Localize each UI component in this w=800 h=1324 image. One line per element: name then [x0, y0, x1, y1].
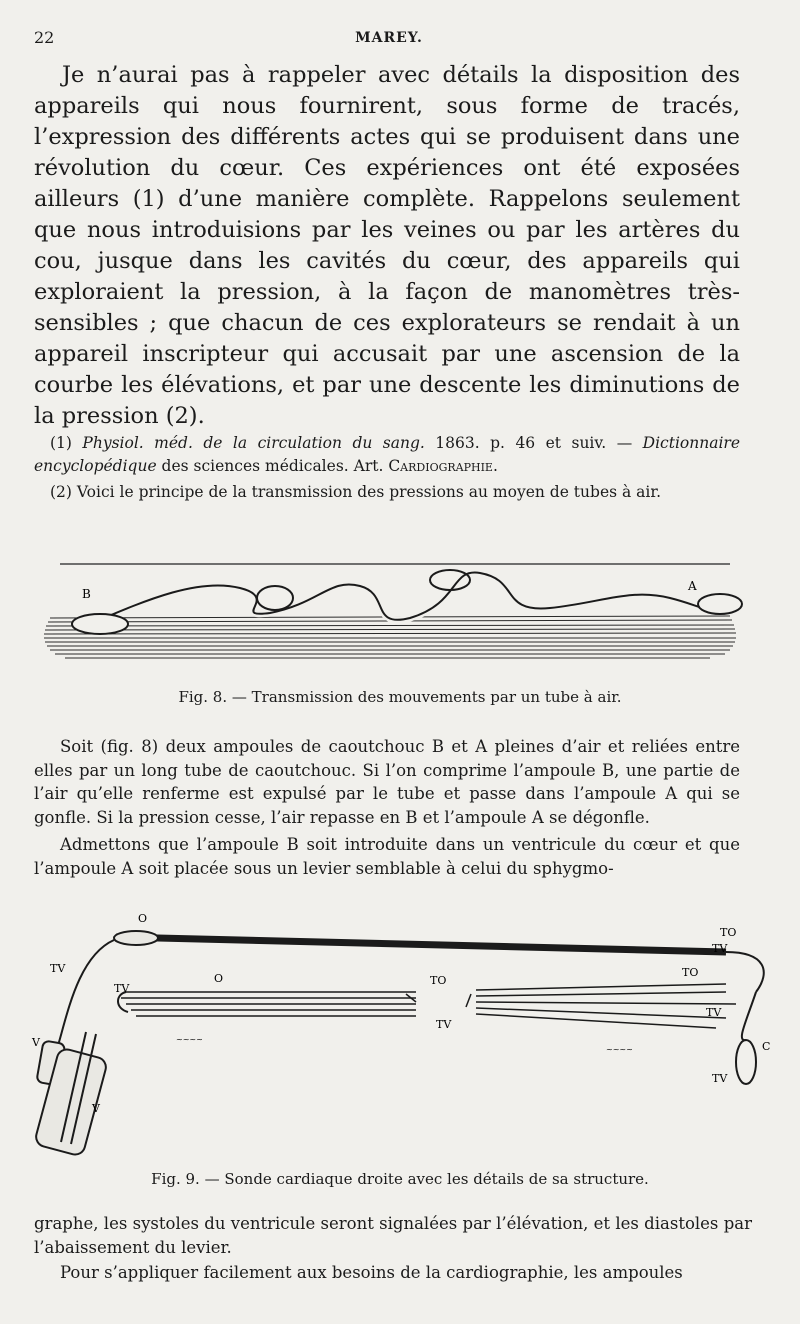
catheter-main-tube [116, 937, 726, 952]
running-head [34, 28, 744, 50]
label-o-inner: O [214, 972, 224, 985]
tube-loop-1 [257, 586, 293, 610]
main-paragraph-block [34, 60, 740, 432]
figure-8-caption: Fig. 8. — Transmission des mouvements par un tube à air. [178, 688, 622, 706]
footnote-1 [34, 432, 740, 478]
table-surface-hatching [44, 616, 736, 658]
body-paragraph-1: Soit (fig. 8) deux ampoules de caoutchouc B et A pleines d’air et reliées entre elles par un long tube de caoutchouc. Si l’on comprime l’ampoule B, une partie de l’air qu’elle renferme est expulsé par le tube et passe dans l’ampoule A qui se gonfle. Si la pression cesse, l’air repasse en B et l’ampoule A se dégonfle. [34, 737, 740, 827]
footnotes [34, 432, 740, 507]
body-paragraph-3: graphe, les systoles du ventricule seront signalées par l’élévation, et les diastoles par l’abaissement du levier. [34, 1214, 752, 1257]
catheter-right-curve [726, 952, 764, 992]
right-connector [742, 992, 756, 1040]
footnote-2: (2) Voici le principe de la transmission des pressions au moyen de tubes à air. [50, 483, 661, 501]
label-tv-bottom-right: TV [712, 1072, 728, 1085]
running-title: MAREY. [355, 30, 423, 46]
label-to-top-right: TO [720, 926, 737, 939]
body-paragraph-4: Pour s’appliquer facilement aux besoins de la cardiographie, les ampoules [60, 1263, 683, 1282]
ampoule-b [72, 614, 128, 634]
label-c-right: C [762, 1040, 771, 1053]
footnote-1-title: Physiol. méd. de la circulation du sang. [82, 434, 425, 452]
catheter-ampoule-o [114, 931, 158, 945]
figure-9-caption: Fig. 9. — Sonde cardiaque droite avec les détails de sa structure. [151, 1170, 649, 1188]
footnote-1-dictionary: Dictionnaire encyclopédique [34, 434, 740, 475]
page-number: 22 [34, 28, 55, 47]
label-o-top: O [138, 912, 148, 925]
label-to-center: TO [430, 974, 447, 987]
main-paragraph: Je n’aurai pas à rappeler avec détails la disposition des appareils qui nous fournirent, sous forme de tracés, l’expression des différents actes qui se produisent dans une révolution du cœur. Ces expériences ont été exposées ailleurs (1) d’une manière complète. Rappelons seulement que nous introduisions par les veines ou par les artères du cou, jusque dans les cavités du cœur, des appareils qui exploraient la pression, à la façon de manomètres très-sensibles ; que chacun de ces explorateurs se rendait à un appareil inscripteur qui accusait par une ascension de la courbe les élévations, et par une descente les diminutions de la pression (2). [34, 62, 740, 429]
footnote-1-number: (1) [50, 434, 83, 452]
engraver-mark-left: ~~~~ [176, 1035, 203, 1044]
inner-tube-end [118, 992, 128, 1012]
body-paragraph-2: Admettons que l’ampoule B soit introduite dans un ventricule du cœur et que l’ampoule A soit placée sous un levier semblable à celui du sphygmo- [34, 835, 740, 878]
closing-text-block [34, 1212, 752, 1287]
label-tv-left: TV [50, 962, 66, 975]
label-to-right: TO [682, 966, 699, 979]
label-tv-inner-left: TV [114, 982, 130, 995]
label-b: B [82, 587, 91, 601]
footnote-1-article: Cardiographie. [388, 457, 498, 475]
engraver-mark-right: ~~~~ [606, 1045, 633, 1054]
body-text-block [34, 735, 740, 884]
figure-8-illustration [30, 558, 750, 668]
footnote-1-suffix: des sciences médicales. Art. [156, 457, 389, 475]
label-tv-right: TV [706, 1006, 722, 1019]
label-v-left2: V [92, 1102, 100, 1115]
figure-9-illustration [26, 912, 776, 1162]
right-coil [736, 1040, 756, 1084]
label-a: A [688, 579, 697, 593]
footnote-1-ref: 1863. p. 46 et suiv. — [424, 434, 643, 452]
catheter-cutaway-detail [121, 984, 736, 1028]
label-tv-center: TV [436, 1018, 452, 1031]
ampoule-a [698, 594, 742, 614]
label-v-left: V [32, 1036, 40, 1049]
label-tv-right-top: TV [712, 942, 728, 955]
